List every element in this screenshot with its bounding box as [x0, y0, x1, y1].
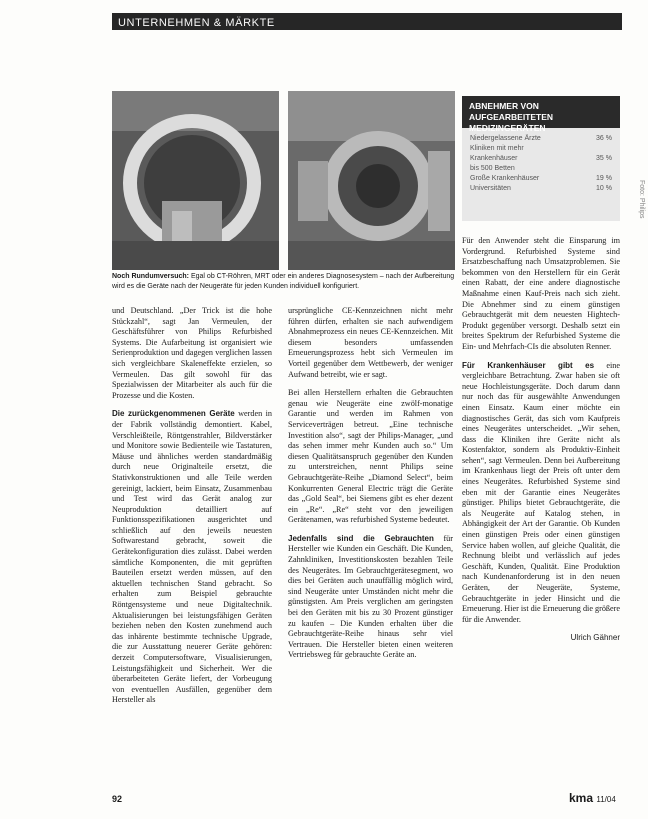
paragraph: Für den Anwender steht die Einsparung im Vordergrund. Refurbished Systeme sind Ersatzbeschaffung nach Umsatzproblemen. Sie bekommen von den Herstellern für ein Gerät einen Rabatt, der eine andere diagnostische Maßnahme einen Kauf-Preis nach sich zieht. Die Abnehmer sind zu einem günstigen Gebrauchtgerät mit dem neuesten Hightech-Produkt gegenüber versorgt. Deshalb setzt ein breites Spektrum der Refurbished Systeme die Ein- und Mehrfach-CIs die absoluten Renner.: [462, 236, 620, 351]
item-value: 19 %: [596, 175, 612, 182]
paragraph-lead: Jedenfalls sind die Gebrauchten: [288, 533, 434, 543]
paragraph: [288, 534, 453, 661]
item-label: Niedergelassene Ärzte: [470, 135, 541, 142]
list-item: [470, 154, 612, 164]
paragraph: [112, 409, 272, 706]
info-box-title: ABNEHMER VON AUFGEARBEITETEN MEDIZINGERÄTEN: [462, 96, 620, 128]
caption-text: Egal ob CT-Röhren, MRT oder ein anderes Diagnosesystem – nach der Aufbereitung wird es die Geräte nach der Neugeräte für jeden Kunden individuell konfiguriert.: [112, 273, 455, 290]
list-item: [470, 164, 612, 174]
list-item: [470, 174, 612, 184]
item-label: bis 500 Betten: [470, 165, 515, 172]
paragraph-text: eine vergleichbare Betrachtung. Zwar haben sie oft neue Hochleistungsgeräte. Doch darum dann nur noch das für ausgewählte Anwendungen einen Einsatz. Kaum einer möchte ein diagnostisches Gerät, das sich vom Kaufpreis eines Neugerätes unterscheidet. „Wir sehen, dass die Kliniken ihre Geräte nicht als Kostenfaktor, sondern als Produktiv-Einheit sehen“, sagt Vermeulen. Denn bei Aufbereitung im Krankenhaus liegt der Preis oft unter dem eines Neugerätes. Refurbished Systeme sind eben mit der Garantie eines Neugerätes günstiger. Philips bietet Gebrauchtgeräte, die als Neugeräte auf Katalog stehen, in Abhängigkeit der Art der Garantie. Ob Kunden einen günstigen Preis oder einen günstigen Service haben wollen, auf gleiche Qualität, die Rechnung bleibt und verlässlich auf jedes Geschäft, Kunden, Qualität. Eine Produktion nach Kundenanforderung ist in den neuen Geräten, der Neugeräte, Systeme, Gebrauchtgeräte in jeder Hinsicht und die Erneuerung. Hier ist die Erneuerung die größere für die Anwender.: [462, 360, 621, 624]
text-column-2: [288, 306, 453, 669]
photo-caption: [112, 272, 456, 292]
list-item: [470, 144, 612, 154]
list-item: [470, 134, 612, 144]
paragraph: Bei allen Herstellern erhalten die Gebrauchten genau wie Neugeräte eine zwölf-monatige Garantie und werden im Rahmen von Serviceverträgen betreut. „Eine technische Investition also“, sagt der Philips-Manager, „und das sehen immer mehr Kunden auch so.“ Um diesen Qualitätsanspruch gegenüber den Kunden zu unterstreichen, nennt Philips seine Gebrauchtgeräte-Reihe „Diamond Select“, beim Konkurrenten General Electric trägt die Geräte das „Gold Seal“, bei Siemens gibt es eher dezent ein „Re“. „Re“ steht vor den jeweiligen Gerätenamen, was refurbished Systeme bedeutet.: [288, 388, 453, 525]
photo-mri-ring: [112, 91, 279, 270]
paragraph-lead: Die zurückgenommenen Geräte: [112, 409, 235, 419]
list-item: [470, 184, 612, 194]
text-column-1: [112, 306, 272, 714]
paragraph-text: werden in der Fabrik vollständig demontiert. Kabel, Verschleißteile, Röntgenstrahler, Bildverstärker und Monitore sowie Bedienteile wie Tastaturen, Mäuse und ähnliches werden standardmäßig durch neue Originalteile ersetzt, die Stativkonstruktionen und alle Teile werden gereinigt, lackiert, beim Einsatz, Zusammenbau und Test wird das Gerät analog zur Neuproduktion detailliert auf Funktionsspezifikationen ausgerichtet und schließlich auf den jeweils neuesten Softwarestand gebracht, soweit die Gerätekonfiguration dies zulässt. Dabei werden sämtliche Komponenten, die mit geprüften Bauteilen ersetzt werden müssen, auf den aktuellen technischen Stand gebracht. So erhalten zum Beispiel gebrauchte Röntgensysteme und neue Digitaltechnik. Aktualisierungen bei leistungsfähigen Geräten beziehen neben den Kosten zunehmend auch das inhärente bestimmte technische Upgrade, die zur Ausstattung neuerer Geräte gehören: derzeit Computersoftware, Visualisierungen, Leistungsfähigkeit und Sicherheit. Wer die überarbeiteten Geräte liefert, der Vorbeugung von eventuellen Ausfällen, gegenüber dem Hersteller als: [112, 409, 272, 705]
section-header-bar: [112, 13, 622, 30]
section-title: UNTERNEHMEN & MÄRKTE: [118, 17, 275, 29]
item-label: Krankenhäuser: [470, 155, 518, 162]
paragraph: und Deutschland. „Der Trick ist die hohe Stückzahl“, sagt Jan Vermeulen, der Geschäftsführer von Philips Refurbished Systems. Die Aufarbeitung ist organisiert wie Serienproduktion und dagegen verglichen lassen sich vergleichbare Skaleneffekte erzielen, so Vermeulen. Das gilt sowohl für das Spezialwissen der Mitarbeiter als auch für die Prozesse und die Kosten.: [112, 306, 272, 400]
page-number: 92: [112, 794, 123, 804]
info-box-list: [462, 128, 620, 200]
issue-number: 11/04: [596, 795, 616, 804]
item-value: 36 %: [596, 135, 612, 142]
paragraph-text: für Hersteller wie Kunden ein Geschäft. Die Kunden, Zahnkliniken, Investitionskosten bezahlen Teile des Neugerätes. Im Gebrauchtgerätesegment, wo dies bei Geräten auch unauffällig möglich wird, sind Neugeräte unter Umständen nicht mehr die günstigsten. Am Preis verglichen am geringsten bei den Geräten mit bis zu 30 Prozent günstiger zu kaufen – Die Kunden erhalten über die Gebrauchtgeräte-Reihe hinaus sehr viel Vertrauen. Die Hersteller bieten einen weiteren Vertriebsweg für gebrauchte Geräte an.: [288, 533, 453, 660]
author-signature: Ulrich Gähner: [570, 633, 620, 643]
item-label: Universitäten: [470, 185, 511, 192]
photo-ct-gantry: [288, 91, 455, 270]
item-value: 35 %: [596, 155, 612, 162]
footer-brand: [569, 791, 616, 805]
paragraph-lead: Für Krankenhäuser gibt es: [462, 360, 595, 370]
item-label: Große Krankenhäuser: [470, 175, 540, 182]
info-box: [462, 96, 620, 221]
side-credit: Foto: Philips: [638, 180, 645, 219]
paragraph: [462, 361, 620, 626]
caption-lead: Noch Rundumversuch:: [112, 273, 190, 280]
paragraph: ursprüngliche CE-Kennzeichnen nicht mehr führen dürfen, erhalten sie nach aufwendigem Abnahmeprozess ein neues CE-Kennzeichen. Mit diesem besonders umfassenden Erneuerungsprozess hebt sich Vermeulen im Vorteil gegenüber dem Wettbewerb, der weniger Aufwand betreibt, wie er sagt.: [288, 306, 453, 379]
item-label: Kliniken mit mehr: [470, 145, 524, 152]
brand-name: kma: [569, 791, 594, 805]
text-column-3: [462, 236, 620, 644]
item-value: 10 %: [596, 185, 612, 192]
